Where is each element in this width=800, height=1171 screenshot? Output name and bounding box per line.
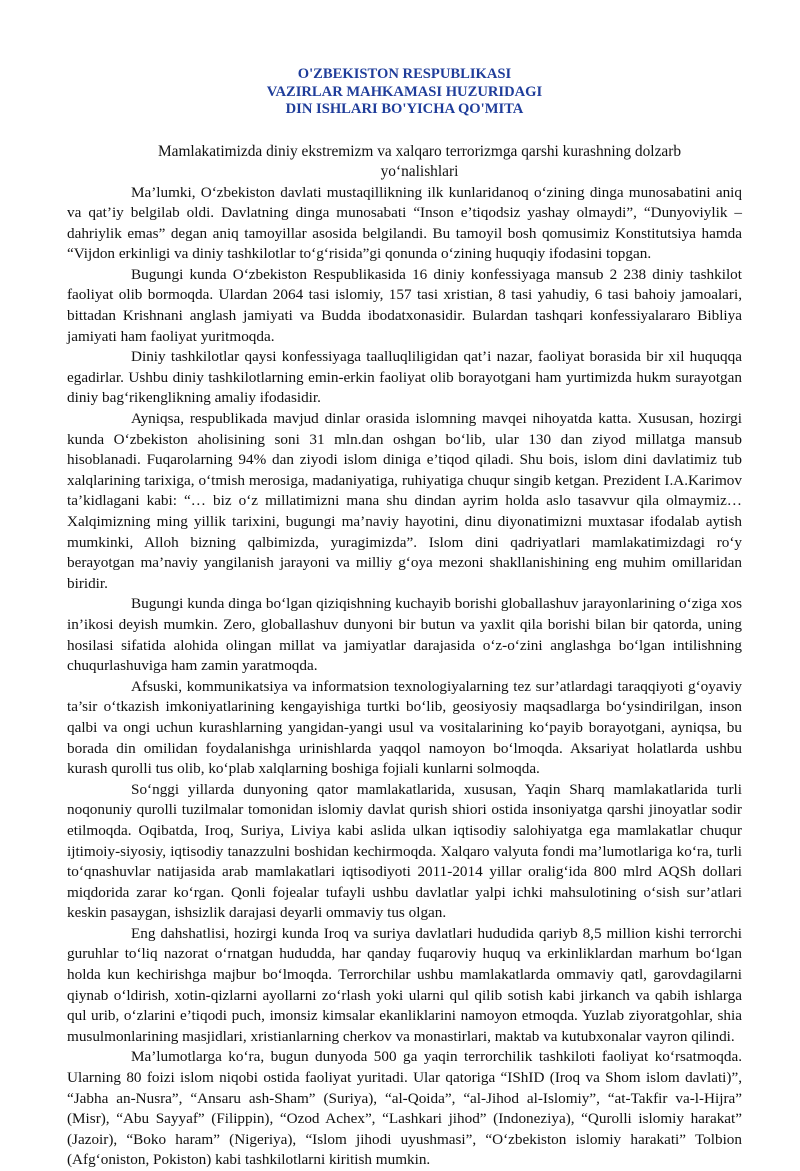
paragraph: Ma’lumki, O‘zbekiston davlati mustaqillikning ilk kunlaridanoq o‘zining dinga munosabatini aniq va qat’iy belgilab oldi. Davlatning dinga munosabati “Inson e’tiqodsiz yashay olmaydi”, “Dunyoviylik – dahriylik emas” degan aniq tamoyillar asosida belgilandi. Bu tamoyil bosh qomusimiz Konstitutsiya hamda “Vijdon erkinligi va diniy tashkilotlar to‘g‘risida”gi qonunda o‘zining huquqiy ifodasini topgan.	[67, 183, 742, 265]
paragraph: Afsuski, kommunikatsiya va informatsion texnologiyalarning tez sur’atlardagi taraqqiyoti g‘oyaviy ta’sir o‘tkazish imkoniyatlarining kengayishiga turtki bo‘lib, geosiyosiy maqsadlarga bo‘ysindirilgan, inson qalbi va ongi uchun kurashlarning yangidan-yangi usul va vositalarining ko‘payib borayotgani, ayniqsa, bu borada din omilidan foydalanishga urinishlarda yaqqol namoyon bo‘lmoqda. Aksariyat holatlarda ushbu kurash qurolli tus olib, ko‘plab xalqlarning boshiga fojiali kunlarni solmoqda.	[67, 677, 742, 780]
paragraph: Bugungi kunda O‘zbekiston Respublikasida 16 diniy konfessiyaga mansub 2 238 diniy tashkilot faoliyat olib bormoqda. Ulardan 2064 tasi islomiy, 157 tasi xristian, 8 tasi yahudiy, 6 tasi bahoiy jamoalari, bittadan Krishnani anglash jamiyati va Budda ibodatxonasidir. Bulardan tashqari konfessiyalararo Bibliya jamiyati ham faoliyat yuritmoqda.	[67, 265, 742, 347]
document-body	[67, 183, 742, 1171]
paragraph: Ayniqsa, respublikada mavjud dinlar orasida islomning mavqei nihoyatda katta. Xususan, hozirgi kunda O‘zbekiston aholisining soni 31 mln.dan oshgan bo‘lib, ular 130 dan ziyod millatga mansub hisoblanadi. Fuqarolarning 94% dan ziyodi islom diniga e’tiqod qiladi. Shu bois, islom dini davlatimiz tub xalqlarining tarixiga, o‘tmish merosiga, madaniyatiga, ruhiyatiga chuqur singib ketgan. Prezident I.A.Karimov ta’kidlagani kabi: “… biz o‘z millatimizni mana shu dindan ayrim holda aslo tasavvur qila olmaymiz… Xalqimizning ming yillik tarixini, bugungi ma’naviy hayotini, dinu diyonatimizni muxtasar ifodalab aytish mumkinki, Alloh bizning qalbimizda, yuragimizda”. Islom dini qadriyatlari mamlakatimizdagi ro‘y berayotgan ma’naviy yangilanish jarayoni va milliy g‘oya mezoni shakllanishining eng muhim omillaridan biridir.	[67, 409, 742, 594]
paragraph: Diniy tashkilotlar qaysi konfessiyaga taalluqliligidan qat’i nazar, faoliyat borasida bir xil huquqqa egadirlar. Ushbu diniy tashkilotlarning emin-erkin faoliyat olib borayotgani ham yurtimizda hukm surayotgan diniy bag‘rikenglikning amaliy ifodasidir.	[67, 347, 742, 409]
header-line-cabinet: VAZIRLAR MAHKAMASI HUZURIDAGI	[67, 84, 742, 102]
header-line-committee: DIN ISHLARI BO'YICHA QO'MITA	[67, 101, 742, 119]
paragraph: Bugungi kunda dinga bo‘lgan qiziqishning kuchayib borishi globallashuv jarayonlarining o‘ziga xos in’ikosi deyish mumkin. Zero, globallashuv dunyoni bir butun va yaxlit qila borishi bilan bir qatorda, uning hosilasi sifatida alohida olingan millat va jamiyatlar darajasida o‘z-o‘zini anglashga bo‘lgan intilishning chuqurlashuviga ham zamin yaratmoqda.	[67, 594, 742, 676]
paragraph: Ma’lumotlarga ko‘ra, bugun dunyoda 500 ga yaqin terrorchilik tashkiloti faoliyat ko‘rsatmoqda. Ularning 80 foizi islom niqobi ostida faoliyat yuritadi. Ular qatoriga “IShID (Iroq va Shom islom davlati)”, “Jabha an-Nusra”, “Ansaru ash-Sham” (Suriya), “al-Qoida”, “al-Jihod al-Islomiy”, “at-Takfir va-l-Hijra” (Misr), “Abu Sayyaf” (Filippin), “Ozod Achex”, “Lashkari jihod” (Indoneziya), “Qurolli islomiy harakat” (Jazoir), “Boko haram” (Nigeriya), “Islom jihodi uyushmasi”, “O‘zbekiston islomiy harakati” Tolbion (Afg‘oniston, Pokiston) kabi tashkilotlarni kiritish mumkin.	[67, 1047, 742, 1171]
paragraph: So‘nggi yillarda dunyoning qator mamlakatlarida, xususan, Yaqin Sharq mamlakatlarida turli noqonuniy qurolli tuzilmalar tomonidan islomiy davlat qurish shiori ostida insoniyatga qarshi jinoyatlar sodir etilmoqda. Oqibatda, Iroq, Suriya, Liviya kabi aslida ulkan iqtisodiy salohiyatga ega mamlakatlar chuqur ijtimoiy-siyosiy, iqtisodiy tanazzulni boshidan kechirmoqda. Xalqaro valyuta fondi ma’lumotlariga ko‘ra, turli to‘qnashuvlar natijasida arab mamlakatlari iqtisodiyoti 2011-2014 yillar oralig‘ida 800 mlrd AQSh dollari miqdorida zarar ko‘rgan. Qonli fojealar tufayli ushbu davlatlar yalpi ichki mahsulotining o‘sish sur’atlari keskin pasaygan, ishsizlik darajasi deyarli ommaviy tus olgan.	[67, 780, 742, 924]
document-title: Mamlakatimizda diniy ekstremizm va xalqaro terrorizmga qarshi kurashning dolzarb yo‘nalishlari	[67, 142, 742, 183]
organization-header	[67, 66, 742, 119]
header-line-country: O'ZBEKISTON RESPUBLIKASI	[67, 66, 742, 84]
paragraph: Eng dahshatlisi, hozirgi kunda Iroq va suriya davlatlari hududida qariyb 8,5 million kishi terrorchi guruhlar to‘liq nazorat o‘rnatgan hududda, har qanday fuqaroviy huquq va erkinliklardan marhum bo‘lgan holda kun kechirishga majbur bo‘lmoqda. Terrorchilar ushbu mamlakatlarda ommaviy qatl, garovdagilarni qiynab o‘ldirish, xotin-qizlarni ayollarni zo‘rlash yoki ularni qul qilib sotish kabi jirkanch va qabih ishlarga qul urib, o‘zlarini e’tiqodi puch, imonsiz kimsalar ekanliklarini namoyon etmoqda. Yuzlab ziyoratgohlar, shia musulmonlarining masjidlari, xristianlarning cherkov va monastirlari, maktab va kutubxonalar vayron qilindi.	[67, 924, 742, 1048]
